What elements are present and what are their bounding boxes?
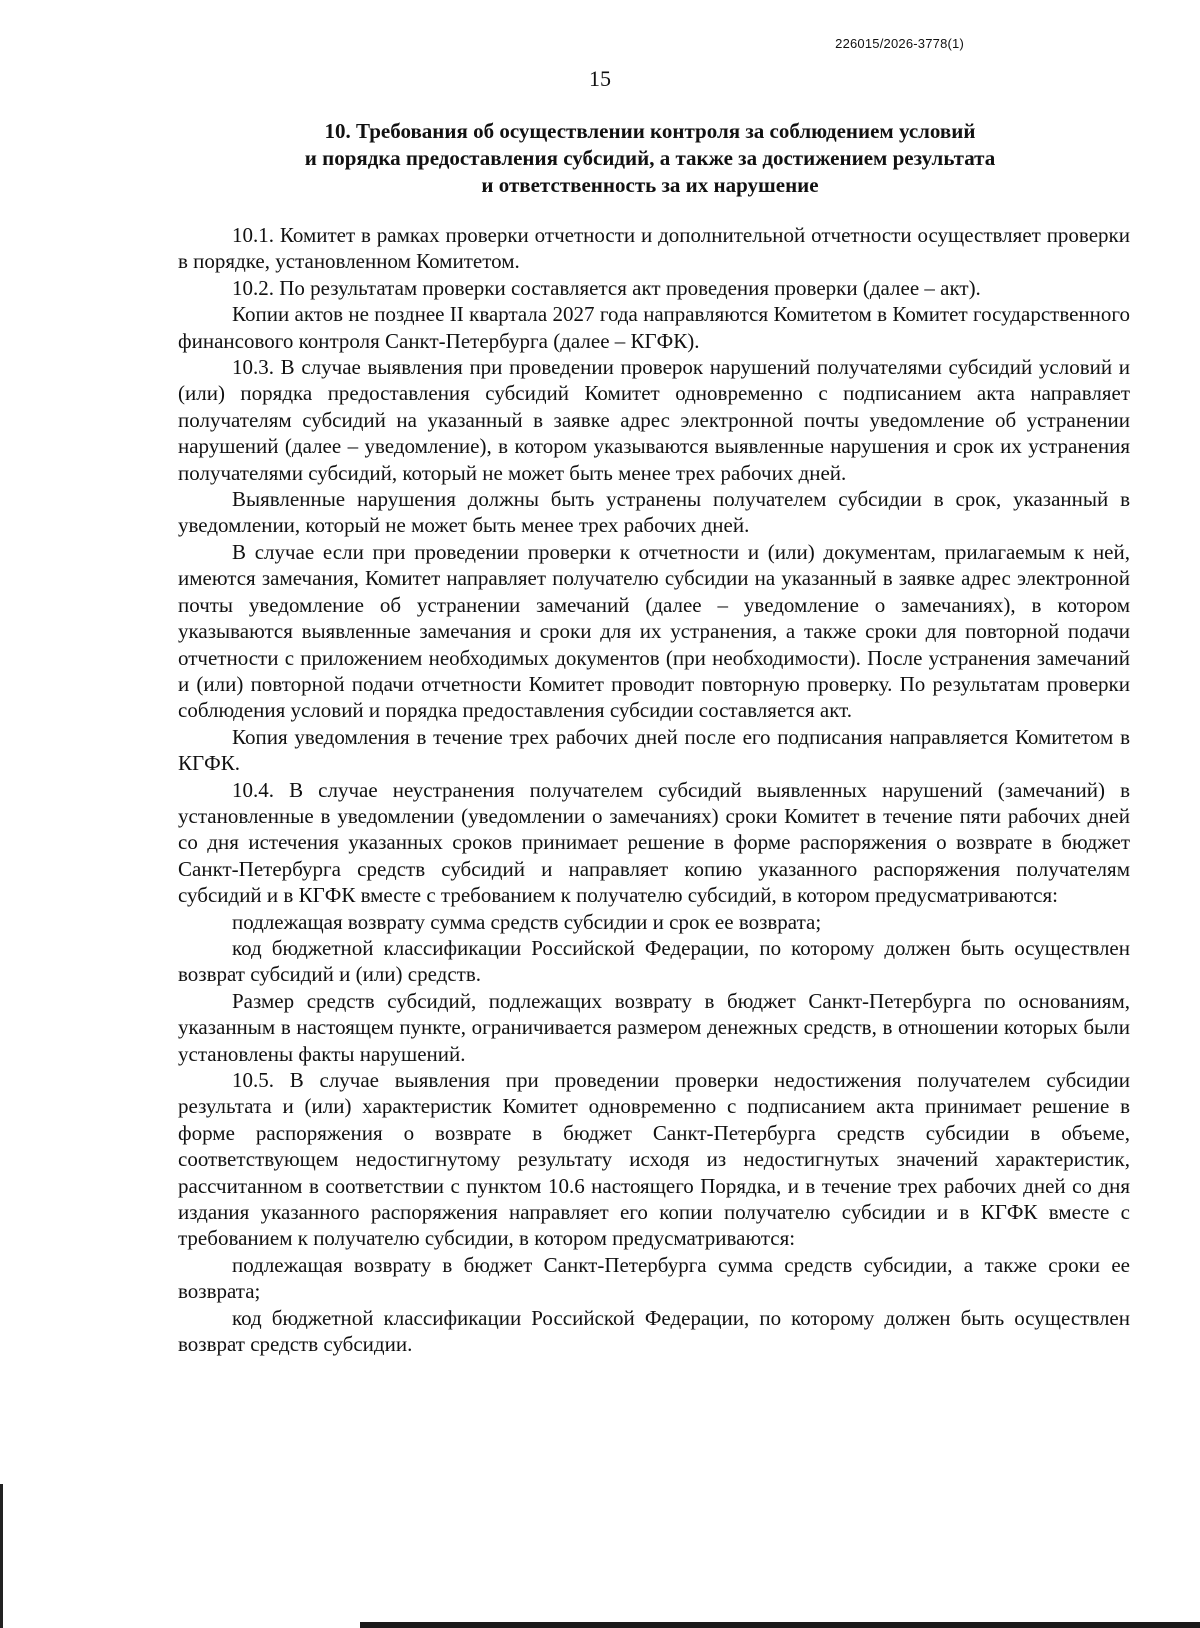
paragraph-refund-limit: Размер средств субсидий, подлежащих возврату в бюджет Санкт-Петербурга по основаниям, указанным в настоящем пункте, ограничивается размером денежных средств, в отношении которых были установлены факты нарушений. xyxy=(178,988,1130,1066)
paragraph-10-1: 10.1. Комитет в рамках проверки отчетности и дополнительной отчетности осуществляет проверки в порядке, установленном Комитетом. xyxy=(178,223,1130,274)
paragraph-budget-code: код бюджетной классификации Российской Федерации, по которому должен быть осуществлен возврат субсидий и (или) средств. xyxy=(178,935,1130,987)
scan-left-edge xyxy=(0,1484,3,1628)
paragraph-refund-amount-2: подлежащая возврату в бюджет Санкт-Петербурга сумма средств субсидии, а также сроки ее возврата; xyxy=(178,1252,1130,1304)
section-title-line: и ответственность за их нарушение xyxy=(481,173,819,197)
document-body xyxy=(178,222,1130,1357)
section-title xyxy=(170,118,1130,199)
paragraph-remarks: В случае если при проведении проверки к отчетности и (или) документам, прилагаемым к ней, имеются замечания, Комитет направляет получателю субсидии на указанный в заявке адрес электронной почты уведомление об устранении замечаний (далее – уведомление о замечаниях), в котором указываются выявленные замечания и сроки для их устранения, а также сроки для повторной подачи отчетности с приложением необходимых документов (при необходимости). После устранения замечаний и (или) повторной подачи отчетности Комитет проводит повторную проверку. По результатам проверки соблюдения условий и порядка предоставления субсидии составляется акт. xyxy=(178,539,1130,723)
section-title-line: 10. Требования об осуществлении контроля за соблюдением условий xyxy=(324,119,976,143)
section-title-line: и порядка предоставления субсидий, а также за достижением результата xyxy=(304,146,996,170)
paragraph-10-2: 10.2. По результатам проверки составляется акт проведения проверки (далее – акт). xyxy=(232,275,981,300)
paragraph-refund-amount: подлежащая возврату сумма средств субсидии и срок ее возврата; xyxy=(232,909,822,934)
paragraph-10-3: 10.3. В случае выявления при проведении проверок нарушений получателями субсидий условий и (или) порядка предоставления субсидий Комитет одновременно с подписанием акта направляет получателям субсидий на указанный в заявке адрес электронной почты уведомление об устранении нарушений (далее – уведомление), в котором указываются выявленные нарушения и срок их устранения получателями субсидий, который не может быть менее трех рабочих дней. xyxy=(178,355,1130,485)
paragraph-10-5: 10.5. В случае выявления при проведении проверки недостижения получателем субсидии результата и (или) характеристик Комитет одновременно с подписанием акта принимает решение в форме распоряжения о возврате в бюджет Санкт-Петербурга средств субсидии в объеме, соответствующем недостигнутому результату исходя из недостигнутых значений характеристик, рассчитанном в соответствии с пунктом 10.6 настоящего Порядка, и в течение трех рабочих дней со дня издания указанного распоряжения направляет его копии получателю субсидии и в КГФК вместе с требованием к получателю субсидии, в котором предусматриваются: xyxy=(178,1068,1130,1251)
paragraph-violations-deadline: Выявленные нарушения должны быть устранены получателем субсидии в срок, указанный в уведомлении, который не может быть менее трех рабочих дней. xyxy=(178,487,1130,538)
paragraph-notice-copy: Копия уведомления в течение трех рабочих дней после его подписания направляется Комитетом в КГФК. xyxy=(178,724,1130,776)
paragraph-10-4: 10.4. В случае неустранения получателем субсидий выявленных нарушений (замечаний) в установленные в уведомлении (уведомлении о замечаниях) сроки Комитет в течение пяти рабочих дней со дня истечения указанных сроков принимает решение в форме распоряжения о возврате в бюджет Санкт-Петербурга средств субсидий и направляет копию указанного распоряжения получателям субсидий и в КГФК вместе с требованием к получателю субсидий, в котором предусматриваются: xyxy=(178,777,1130,908)
paragraph-act-copies: Копии актов не позднее II квартала 2027 года направляются Комитетом в Комитет государственного финансового контроля Санкт-Петербурга (далее – КГФК). xyxy=(178,302,1130,353)
page-number: 15 xyxy=(589,66,611,91)
paragraph-budget-code-2: код бюджетной классификации Российской Федерации, по которому должен быть осуществлен возврат средств субсидии. xyxy=(178,1305,1130,1357)
document-registration-number: 226015/2026-3778(1) xyxy=(835,36,964,51)
scan-bottom-edge xyxy=(360,1622,1200,1628)
